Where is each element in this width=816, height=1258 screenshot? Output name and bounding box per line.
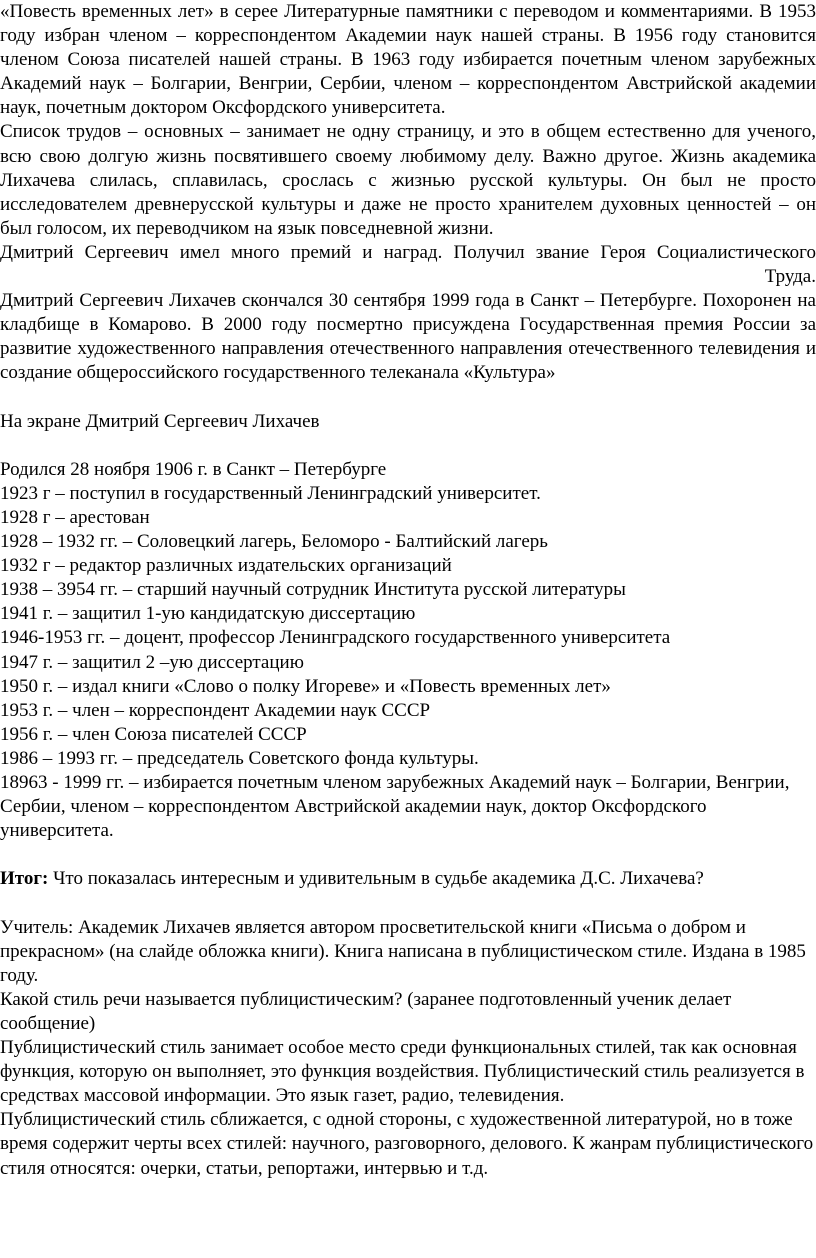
summary-question [0, 867, 816, 891]
summary-text: Что показалась интересным и удивительным в судьбе академика Д.С. Лихачева? [48, 868, 704, 890]
timeline-item: 1947 г. – защитил 2 –ую диссертацию [0, 651, 304, 673]
timeline-item: 1941 г. – защитил 1-ую кандидатскую диссертацию [0, 603, 416, 625]
intro-paragraph-2: Список трудов – основных – занимает не одну страницу, и это в общем естественно для ученого, всю свою долгую жизнь посвятившего своему любимому делу. Важно другое. Жизнь академика Лихачева слилась, сплавилась, срослась с жизнью русской культуры. Он был не просто исследователем древнерусской культуры и даже не просто хранителем духовных ценностей – он был голосом, их переводчиком на язык повседневной жизни. [0, 121, 816, 239]
timeline-item: 1956 г. – член Союза писателей СССР [0, 723, 307, 745]
teacher-paragraph-4: Публицистический стиль сближается, с одной стороны, с художественной литературой, но в тоже время содержит черты всех стилей: научного, разговорного, делового. К жанрам публицистического стиля относятся: очерки, статьи, репортажи, интервью и т.д. [0, 1109, 814, 1179]
timeline-item: 1928 г – арестован [0, 506, 150, 528]
timeline-item: 18963 - 1999 гг. – избирается почетным членом зарубежных Академий наук – Болгарии, Венгрии, Сербии, членом – корреспондентом Австрийской академии наук, доктор Оксфордского университета. [0, 772, 790, 842]
teacher-paragraph-2: Какой стиль речи называется публицистическим? (заранее подготовленный ученик делает сообщение) [0, 988, 732, 1034]
spacer [0, 843, 816, 867]
timeline-item: 1986 – 1993 гг. – председатель Советского фонда культуры. [0, 747, 479, 769]
timeline-item: 1950 г. – издал книги «Слово о полку Игореве» и «Повесть временных лет» [0, 675, 611, 697]
spacer [0, 891, 816, 915]
screen-heading: На экране Дмитрий Сергеевич Лихачев [0, 410, 320, 432]
teacher-paragraph-1: Учитель: Академик Лихачев является автором просветительской книги «Письма о добром и прекрасном» (на слайде обложка книги). Книга написана в публицистическом стиле. Издана в 1985 году. [0, 916, 806, 986]
teacher-paragraph-3: Публицистический стиль занимает особое место среди функциональных стилей, так как основная функция, которую он выполняет, это функция воздействия. Публицистический стиль реализуется в средствах массовой информации. Это язык газет, радио, телевидения. [0, 1037, 805, 1107]
timeline-item: 1932 г – редактор различных издательских организаций [0, 555, 452, 577]
intro-paragraph-4: Дмитрий Сергеевич Лихачев скончался 30 сентября 1999 года в Санкт – Петербурге. Похоронен на кладбище в Комарово. В 2000 году посмертно присуждена Государственная премия России за развитие художественного направления отечественного направления отечественного телевидения и создание общероссийского государственного телеканала «Культура» [0, 290, 816, 384]
timeline-item: 1938 – 3954 гг. – старший научный сотрудник Института русской литературы [0, 579, 626, 601]
summary-label: Итог: [0, 868, 49, 890]
timeline-item: 1953 г. – член – корреспондент Академии наук СССР [0, 699, 431, 721]
spacer [0, 386, 816, 410]
timeline-item: 1946-1953 гг. – доцент, профессор Ленинградского государственного университета [0, 627, 671, 649]
spacer [0, 434, 816, 458]
biography-timeline [0, 458, 816, 844]
timeline-item: Родился 28 ноября 1906 г. в Санкт – Петербурге [0, 458, 387, 480]
intro-paragraph-1: «Повесть временных лет» в серее Литературные памятники с переводом и комментариями. В 1953 году избран членом – корреспондентом Академии наук нашей страны. В 1956 году становится членом Союза писателей нашей страны. В 1963 году избирается почетным членом зарубежных Академий наук – Болгарии, Венгрии, Сербии, членом – корреспондентом Австрийской академии наук, почетным доктором Оксфордского университета. [0, 1, 816, 119]
timeline-item: 1928 – 1932 гг. – Соловецкий лагерь, Беломоро - Балтийский лагерь [0, 531, 548, 553]
intro-paragraph-3-end: Труда. [764, 266, 816, 288]
timeline-item: 1923 г – поступил в государственный Ленинградский университет. [0, 482, 541, 504]
intro-paragraph-3: Дмитрий Сергеевич имел много премий и наград. Получил звание Героя Социалистического [0, 241, 816, 263]
